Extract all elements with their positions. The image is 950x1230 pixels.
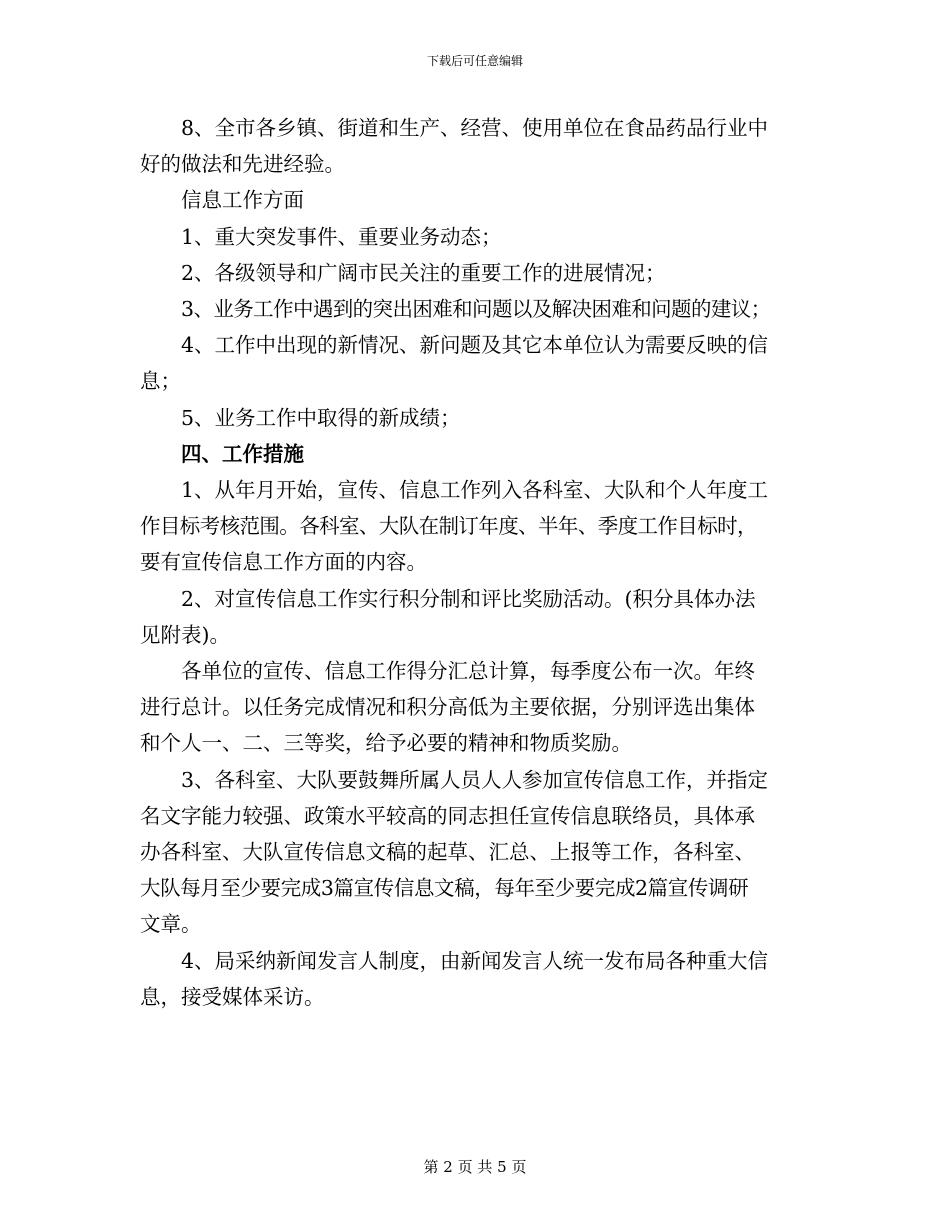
info-item-1 bbox=[140, 219, 812, 255]
text-line: 4、工作中出现的新情况、新问题及其它本单位认为需要反映的信 bbox=[181, 333, 769, 358]
page-footer: 第 2 页 共 5 页 bbox=[423, 1158, 527, 1176]
measure-item-4 bbox=[140, 943, 812, 1015]
measure-scoring-paragraph bbox=[140, 653, 812, 762]
text-line: 1、从年月开始，宣传、信息工作列入各科室、大队和个人年度工 bbox=[181, 478, 769, 503]
page-header: 下载后可任意编辑 bbox=[426, 54, 523, 68]
text-line: 2、对宣传信息工作实行积分制和评比奖励活动。(积分具体办法 bbox=[181, 586, 756, 611]
text-line: 大队每月至少要完成3篇宣传信息文稿，每年至少要完成2篇宣传调研 bbox=[140, 876, 749, 901]
text-line: 5、业务工作中取得的新成绩； bbox=[181, 405, 461, 430]
text-line: 好的做法和先进经验。 bbox=[140, 152, 345, 177]
text-line: 2、各级领导和广阔市民关注的重要工作的进展情况； bbox=[181, 260, 666, 285]
text-line: 4、局采纳新闻发言人制度，由新闻发言人统一发布局各种重大信 bbox=[181, 948, 769, 973]
section-label-info-work bbox=[140, 182, 812, 218]
document-body bbox=[140, 110, 812, 1015]
text-line: 息； bbox=[140, 369, 181, 394]
text-line: 息，接受媒体采访。 bbox=[140, 984, 325, 1009]
text-line: 3、各科室、大队要鼓舞所属人员人人参加宣传信息工作，并指定 bbox=[181, 767, 769, 792]
text-line: 信息工作方面 bbox=[181, 188, 304, 213]
measure-item-1 bbox=[140, 472, 812, 581]
text-line: 1、重大突发事件、重要业务动态； bbox=[181, 224, 502, 249]
info-item-5 bbox=[140, 400, 812, 436]
text-line: 各单位的宣传、信息工作得分汇总计算，每季度公布一次。年终 bbox=[181, 659, 755, 684]
info-item-2 bbox=[140, 255, 812, 291]
text-line: 四、工作措施 bbox=[181, 441, 304, 466]
info-item-3 bbox=[140, 291, 812, 327]
text-line: 见附表)。 bbox=[140, 622, 230, 647]
info-item-4 bbox=[140, 327, 812, 399]
measure-item-2 bbox=[140, 581, 812, 653]
text-line: 要有宣传信息工作方面的内容。 bbox=[140, 550, 427, 575]
text-line: 办各科室、大队宣传信息文稿的起草、汇总、上报等工作，各科室、 bbox=[140, 840, 755, 865]
paragraph-item-8 bbox=[140, 110, 812, 182]
section-heading-measures bbox=[140, 436, 812, 472]
text-line: 名文字能力较强、政策水平较高的同志担任宣传信息联络员，具体承 bbox=[140, 803, 755, 828]
text-line: 文章。 bbox=[140, 912, 202, 937]
text-line: 和个人一、二、三等奖，给予必要的精神和物质奖励。 bbox=[140, 731, 632, 756]
text-line: 进行总计。以任务完成情况和积分高低为主要依据，分别评选出集体 bbox=[140, 695, 755, 720]
text-line: 作目标考核范围。各科室、大队在制订年度、半年、季度工作目标时， bbox=[140, 514, 757, 539]
text-line: 3、业务工作中遇到的突出困难和问题以及解决困难和问题的建议； bbox=[181, 297, 771, 322]
measure-item-3 bbox=[140, 762, 812, 943]
text-line: 8、全市各乡镇、街道和生产、经营、使用单位在食品药品行业中 bbox=[181, 116, 769, 140]
